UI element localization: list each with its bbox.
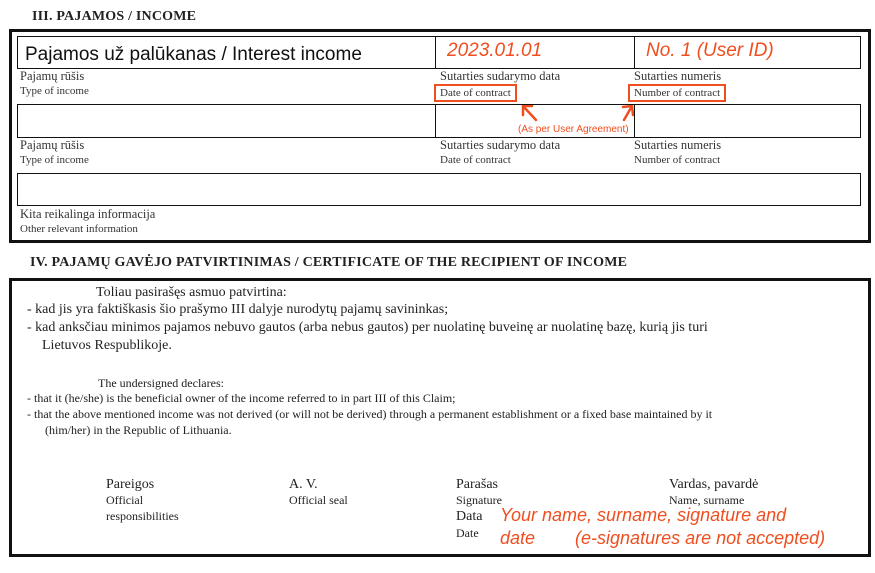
- contract-number-label-lt: Sutarties numeris: [634, 69, 722, 83]
- lt-line-3: Lietuvos Respublikoje.: [42, 338, 172, 353]
- en-line-1: - that it (he/she) is the beneficial owner of the income referred to in part III of this Claim;: [27, 391, 456, 405]
- signature-label-en: Signature: [456, 493, 502, 507]
- lt-intro: Toliau pasirašęs asmuo patvirtina:: [96, 285, 287, 300]
- name-label-lt: Vardas, pavardė: [669, 477, 759, 492]
- en-line-3: (him/her) in the Republic of Lithuania.: [45, 423, 232, 437]
- section-3-heading: III. PAJAMOS / INCOME: [32, 9, 197, 24]
- contract-date-label-en-2: Date of contract: [440, 154, 511, 166]
- contract-date-value: 2023.01.01: [447, 40, 543, 61]
- signature-instruction-1: Your name, surname, signature and: [500, 505, 787, 525]
- lt-line-1: - kad jis yra faktiškasis šio prašymo III dalyje nurodytų pajamų savininkas;: [27, 302, 449, 317]
- contract-number-label-en: Number of contract: [628, 84, 726, 102]
- name-label-en: Name, surname: [669, 493, 745, 507]
- other-info-label-lt: Kita reikalinga informacija: [20, 207, 156, 221]
- lt-line-2: - kad anksčiau minimos pajamos nebuvo gautos (arba nebus gautos) per nuolatinę buveinę ar nuolatinę bazę, kurią jis turi: [27, 320, 708, 335]
- signature-label-lt: Parašas: [456, 477, 498, 492]
- income-type-label-lt: Pajamų rūšis: [20, 69, 85, 83]
- en-intro: The undersigned declares:: [98, 376, 224, 390]
- contract-number-field-2[interactable]: [634, 104, 861, 138]
- seal-label-lt: A. V.: [289, 477, 318, 492]
- agreement-note: (As per User Agreement): [518, 124, 629, 135]
- income-type-label-lt-2: Pajamų rūšis: [20, 138, 85, 152]
- contract-number-label-lt-2: Sutarties numeris: [634, 138, 722, 152]
- signature-instruction-2: date (e-signatures are not accepted): [500, 528, 826, 548]
- contract-number-label-en-2: Number of contract: [634, 154, 721, 166]
- contract-number-value: No. 1 (User ID): [646, 40, 774, 61]
- date-label-en: Date: [456, 526, 479, 540]
- contract-date-label-en: Date of contract: [434, 84, 517, 102]
- official-label-lt: Pareigos: [106, 477, 155, 492]
- date-label-lt: Data: [456, 509, 483, 524]
- official-label-en-2: responsibilities: [106, 509, 179, 523]
- other-info-label-en: Other relevant information: [20, 223, 138, 235]
- seal-label-en: Official seal: [289, 493, 348, 507]
- official-label-en: Official: [106, 493, 144, 507]
- contract-date-label-lt: Sutarties sudarymo data: [440, 69, 561, 83]
- income-type-label-en: Type of income: [20, 85, 89, 97]
- income-type-value: Pajamos už palūkanas / Interest income: [25, 44, 362, 65]
- other-info-field[interactable]: [17, 173, 861, 206]
- income-type-field-2[interactable]: [17, 104, 436, 138]
- en-line-2: - that the above mentioned income was not derived (or will not be derived) through a permanent establishment or a fixed base maintained by it: [27, 407, 713, 421]
- income-type-label-en-2: Type of income: [20, 154, 89, 166]
- section-4-heading: IV. PAJAMŲ GAVĖJO PATVIRTINIMAS / CERTIFICATE OF THE RECIPIENT OF INCOME: [30, 255, 628, 270]
- contract-date-label-lt-2: Sutarties sudarymo data: [440, 138, 561, 152]
